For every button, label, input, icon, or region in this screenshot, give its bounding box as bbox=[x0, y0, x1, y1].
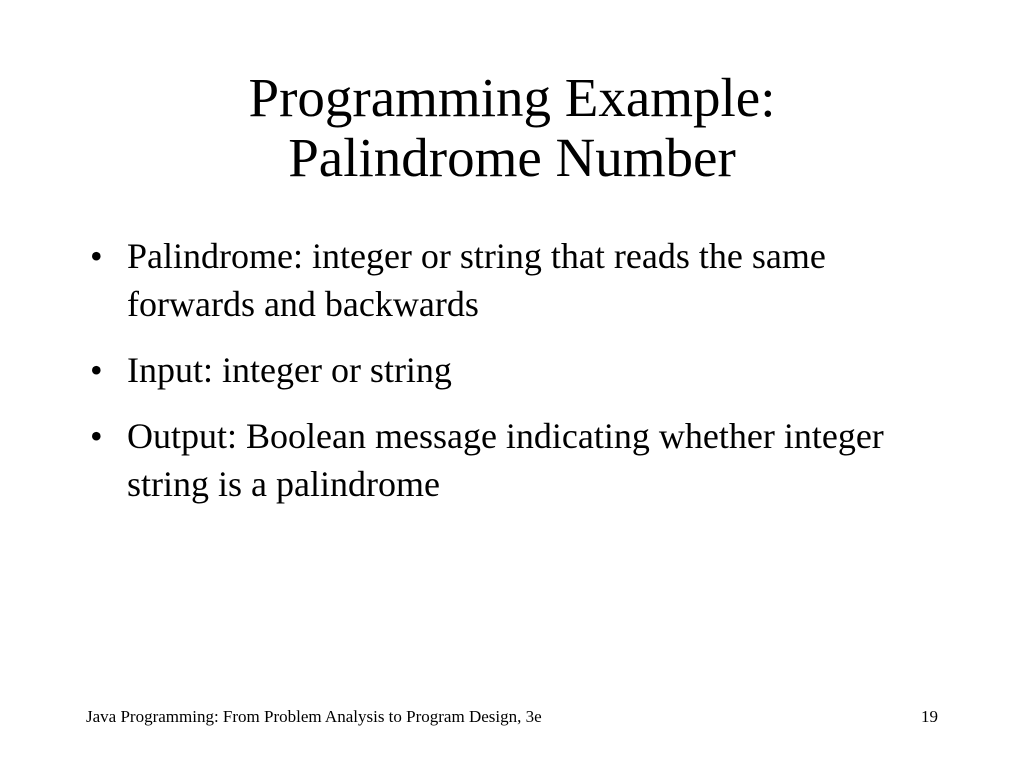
page-number: 19 bbox=[921, 707, 938, 726]
slide-title-line-2: Palindrome Number bbox=[288, 127, 736, 188]
bullet-text-output: Output: Boolean message indicating whether integer string is a palindrome bbox=[127, 416, 884, 504]
bullet-item bbox=[90, 412, 930, 508]
bullet-text-palindrome-definition: Palindrome: integer or string that reads the same forwards and backwards bbox=[127, 236, 826, 324]
bullet-item bbox=[90, 346, 930, 394]
bullet-item bbox=[90, 232, 930, 328]
slide-title bbox=[0, 68, 1024, 188]
bullet-marker: • bbox=[90, 416, 103, 456]
footer-text: Java Programming: From Problem Analysis to Program Design, 3e bbox=[86, 707, 542, 726]
slide-title-line-1: Programming Example: bbox=[248, 67, 776, 128]
bullet-marker: • bbox=[90, 236, 103, 276]
bullet-list bbox=[90, 232, 930, 526]
bullet-marker: • bbox=[90, 350, 103, 390]
bullet-text-input: Input: integer or string bbox=[127, 350, 452, 390]
